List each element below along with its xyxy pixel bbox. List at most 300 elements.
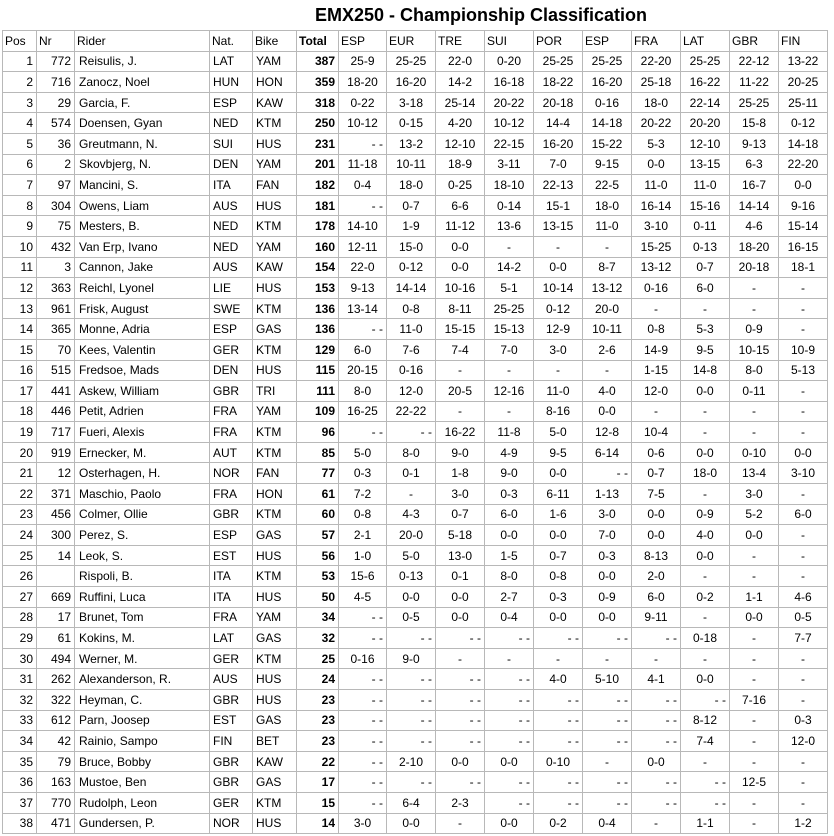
- total-cell: 111: [297, 381, 339, 402]
- pos-cell: 34: [3, 731, 37, 752]
- column-header: TRE: [436, 31, 485, 52]
- race-result-cell: -: [485, 401, 534, 422]
- bike-cell: HUS: [253, 545, 297, 566]
- nr-cell: 456: [37, 504, 75, 525]
- race-result-cell: 0-2: [534, 813, 583, 834]
- total-cell: 57: [297, 525, 339, 546]
- pos-cell: 7: [3, 175, 37, 196]
- table-row: [3, 51, 828, 72]
- race-result-cell: - -: [485, 710, 534, 731]
- race-result-cell: -: [681, 298, 730, 319]
- total-cell: 109: [297, 401, 339, 422]
- pos-cell: 24: [3, 525, 37, 546]
- nr-cell: 2: [37, 154, 75, 175]
- column-header: FIN: [779, 31, 828, 52]
- race-result-cell: -: [779, 401, 828, 422]
- pos-cell: 29: [3, 628, 37, 649]
- race-result-cell: 18-9: [436, 154, 485, 175]
- race-result-cell: 0-4: [485, 607, 534, 628]
- total-cell: 129: [297, 339, 339, 360]
- race-result-cell: - -: [681, 772, 730, 793]
- table-row: [3, 648, 828, 669]
- race-result-cell: 8-0: [339, 381, 387, 402]
- table-row: [3, 72, 828, 93]
- race-result-cell: 22-15: [485, 133, 534, 154]
- race-result-cell: 0-11: [730, 381, 779, 402]
- total-cell: 50: [297, 587, 339, 608]
- bike-cell: HUS: [253, 133, 297, 154]
- total-cell: 22: [297, 751, 339, 772]
- race-result-cell: 0-6: [632, 442, 681, 463]
- race-result-cell: - -: [436, 669, 485, 690]
- race-result-cell: - -: [534, 690, 583, 711]
- nat-cell: FRA: [210, 484, 253, 505]
- total-cell: 32: [297, 628, 339, 649]
- race-result-cell: -: [730, 648, 779, 669]
- race-result-cell: 7-0: [485, 339, 534, 360]
- race-result-cell: 0-0: [681, 669, 730, 690]
- nr-cell: 612: [37, 710, 75, 731]
- table-row: [3, 710, 828, 731]
- bike-cell: HUS: [253, 669, 297, 690]
- nat-cell: ITA: [210, 175, 253, 196]
- rider-cell: Van Erp, Ivano: [75, 236, 210, 257]
- race-result-cell: 7-7: [779, 628, 828, 649]
- race-result-cell: 0-4: [583, 813, 632, 834]
- race-result-cell: 0-3: [485, 484, 534, 505]
- race-result-cell: 0-0: [779, 442, 828, 463]
- race-result-cell: -: [730, 792, 779, 813]
- nr-cell: 262: [37, 669, 75, 690]
- pos-cell: 19: [3, 422, 37, 443]
- race-result-cell: 14-2: [485, 257, 534, 278]
- nat-cell: ITA: [210, 587, 253, 608]
- rider-cell: Leok, S.: [75, 545, 210, 566]
- pos-cell: 13: [3, 298, 37, 319]
- race-result-cell: 14-18: [779, 133, 828, 154]
- table-row: [3, 401, 828, 422]
- bike-cell: HUS: [253, 587, 297, 608]
- race-result-cell: -: [387, 484, 436, 505]
- bike-cell: KTM: [253, 216, 297, 237]
- rider-cell: Perez, S.: [75, 525, 210, 546]
- pos-cell: 17: [3, 381, 37, 402]
- pos-cell: 30: [3, 648, 37, 669]
- race-result-cell: -: [779, 690, 828, 711]
- nat-cell: NED: [210, 113, 253, 134]
- table-row: [3, 607, 828, 628]
- nr-cell: 574: [37, 113, 75, 134]
- race-result-cell: 9-13: [339, 278, 387, 299]
- bike-cell: KAW: [253, 257, 297, 278]
- race-result-cell: 9-13: [730, 133, 779, 154]
- nat-cell: NOR: [210, 813, 253, 834]
- bike-cell: HUS: [253, 360, 297, 381]
- rider-cell: Reisulis, J.: [75, 51, 210, 72]
- race-result-cell: 0-1: [387, 463, 436, 484]
- rider-cell: Bruce, Bobby: [75, 751, 210, 772]
- bike-cell: HUS: [253, 278, 297, 299]
- race-result-cell: 20-5: [436, 381, 485, 402]
- rider-cell: Zanocz, Noel: [75, 72, 210, 93]
- rider-cell: Ruffini, Luca: [75, 587, 210, 608]
- nr-cell: 371: [37, 484, 75, 505]
- race-result-cell: 3-0: [730, 484, 779, 505]
- race-result-cell: - -: [339, 319, 387, 340]
- race-result-cell: -: [779, 545, 828, 566]
- race-result-cell: 16-20: [387, 72, 436, 93]
- rider-cell: Ernecker, M.: [75, 442, 210, 463]
- bike-cell: KAW: [253, 751, 297, 772]
- race-result-cell: 10-12: [339, 113, 387, 134]
- bike-cell: YAM: [253, 401, 297, 422]
- race-result-cell: 0-0: [632, 751, 681, 772]
- race-result-cell: -: [730, 278, 779, 299]
- race-result-cell: 4-6: [730, 216, 779, 237]
- race-result-cell: - -: [485, 772, 534, 793]
- race-result-cell: 6-0: [485, 504, 534, 525]
- race-result-cell: 0-7: [436, 504, 485, 525]
- rider-cell: Mancini, S.: [75, 175, 210, 196]
- race-result-cell: 20-22: [632, 113, 681, 134]
- race-result-cell: 1-2: [779, 813, 828, 834]
- race-result-cell: 18-10: [485, 175, 534, 196]
- total-cell: 153: [297, 278, 339, 299]
- race-result-cell: 22-14: [681, 92, 730, 113]
- race-result-cell: -: [730, 422, 779, 443]
- race-result-cell: 3-0: [436, 484, 485, 505]
- column-header: POR: [534, 31, 583, 52]
- bike-cell: FAN: [253, 463, 297, 484]
- pos-cell: 23: [3, 504, 37, 525]
- race-result-cell: 15-14: [779, 216, 828, 237]
- nat-cell: ITA: [210, 566, 253, 587]
- race-result-cell: - -: [387, 710, 436, 731]
- race-result-cell: 11-22: [730, 72, 779, 93]
- nr-cell: 79: [37, 751, 75, 772]
- race-result-cell: 25-25: [534, 51, 583, 72]
- nr-cell: 919: [37, 442, 75, 463]
- total-cell: 23: [297, 690, 339, 711]
- total-cell: 53: [297, 566, 339, 587]
- table-row: [3, 278, 828, 299]
- total-cell: 15: [297, 792, 339, 813]
- race-result-cell: 20-0: [387, 525, 436, 546]
- nat-cell: NED: [210, 216, 253, 237]
- race-result-cell: 6-14: [583, 442, 632, 463]
- nat-cell: FRA: [210, 422, 253, 443]
- bike-cell: FAN: [253, 175, 297, 196]
- rider-cell: Kees, Valentin: [75, 339, 210, 360]
- race-result-cell: 7-0: [583, 525, 632, 546]
- table-row: [3, 92, 828, 113]
- table-row: [3, 319, 828, 340]
- page-title: [0, 4, 834, 26]
- nr-cell: 322: [37, 690, 75, 711]
- nat-cell: DEN: [210, 360, 253, 381]
- total-cell: 85: [297, 442, 339, 463]
- race-result-cell: 16-22: [436, 422, 485, 443]
- title-text: EMX250 - Championship Classification: [314, 5, 648, 25]
- total-cell: 231: [297, 133, 339, 154]
- nr-cell: 70: [37, 339, 75, 360]
- column-header: FRA: [632, 31, 681, 52]
- race-result-cell: 0-11: [681, 216, 730, 237]
- race-result-cell: -: [730, 813, 779, 834]
- race-result-cell: 20-18: [730, 257, 779, 278]
- race-result-cell: 8-12: [681, 710, 730, 731]
- race-result-cell: 0-0: [681, 381, 730, 402]
- rider-cell: Maschio, Paolo: [75, 484, 210, 505]
- race-result-cell: 0-22: [339, 92, 387, 113]
- race-result-cell: 20-18: [534, 92, 583, 113]
- rider-cell: Brunet, Tom: [75, 607, 210, 628]
- nr-cell: 770: [37, 792, 75, 813]
- race-result-cell: 0-12: [779, 113, 828, 134]
- race-result-cell: 0-16: [387, 360, 436, 381]
- pos-cell: 12: [3, 278, 37, 299]
- race-result-cell: -: [730, 401, 779, 422]
- race-result-cell: - -: [632, 710, 681, 731]
- race-result-cell: 1-1: [730, 587, 779, 608]
- race-result-cell: 0-3: [583, 545, 632, 566]
- race-result-cell: 14-18: [583, 113, 632, 134]
- race-result-cell: 0-12: [534, 298, 583, 319]
- race-result-cell: 10-16: [436, 278, 485, 299]
- race-result-cell: -: [632, 648, 681, 669]
- bike-cell: GAS: [253, 319, 297, 340]
- race-result-cell: -: [534, 648, 583, 669]
- race-result-cell: 9-0: [436, 442, 485, 463]
- race-result-cell: 8-16: [534, 401, 583, 422]
- race-result-cell: 14-14: [730, 195, 779, 216]
- race-result-cell: 5-3: [681, 319, 730, 340]
- race-result-cell: 13-12: [583, 278, 632, 299]
- race-result-cell: - -: [485, 731, 534, 752]
- race-result-cell: -: [583, 648, 632, 669]
- bike-cell: GAS: [253, 772, 297, 793]
- race-result-cell: 4-6: [779, 587, 828, 608]
- race-result-cell: -: [534, 236, 583, 257]
- rider-cell: Skovbjerg, N.: [75, 154, 210, 175]
- table-row: [3, 113, 828, 134]
- rider-cell: Petit, Adrien: [75, 401, 210, 422]
- race-result-cell: 15-22: [583, 133, 632, 154]
- race-result-cell: 15-8: [730, 113, 779, 134]
- race-result-cell: 18-22: [534, 72, 583, 93]
- total-cell: 178: [297, 216, 339, 237]
- race-result-cell: -: [681, 422, 730, 443]
- nat-cell: LAT: [210, 51, 253, 72]
- race-result-cell: -: [730, 731, 779, 752]
- race-result-cell: 25-18: [632, 72, 681, 93]
- race-result-cell: 0-0: [583, 566, 632, 587]
- race-result-cell: 22-20: [779, 154, 828, 175]
- race-result-cell: 6-3: [730, 154, 779, 175]
- race-result-cell: 0-0: [632, 525, 681, 546]
- nr-cell: 716: [37, 72, 75, 93]
- race-result-cell: -: [730, 566, 779, 587]
- race-result-cell: 1-0: [339, 545, 387, 566]
- pos-cell: 3: [3, 92, 37, 113]
- rider-cell: Reichl, Lyonel: [75, 278, 210, 299]
- race-result-cell: 20-20: [681, 113, 730, 134]
- bike-cell: KTM: [253, 113, 297, 134]
- race-result-cell: 7-5: [632, 484, 681, 505]
- nat-cell: FIN: [210, 731, 253, 752]
- race-result-cell: 13-22: [779, 51, 828, 72]
- race-result-cell: 0-7: [387, 195, 436, 216]
- total-cell: 77: [297, 463, 339, 484]
- total-cell: 60: [297, 504, 339, 525]
- race-result-cell: 0-12: [387, 257, 436, 278]
- rider-cell: Mesters, B.: [75, 216, 210, 237]
- race-result-cell: 16-20: [583, 72, 632, 93]
- table-row: [3, 216, 828, 237]
- race-result-cell: 11-0: [632, 175, 681, 196]
- nat-cell: GER: [210, 339, 253, 360]
- race-result-cell: - -: [632, 690, 681, 711]
- rider-cell: Garcia, F.: [75, 92, 210, 113]
- race-result-cell: 4-9: [485, 442, 534, 463]
- race-result-cell: 7-0: [534, 154, 583, 175]
- race-result-cell: 0-0: [485, 813, 534, 834]
- race-result-cell: 0-8: [534, 566, 583, 587]
- race-result-cell: 0-18: [681, 628, 730, 649]
- race-result-cell: 0-9: [730, 319, 779, 340]
- pos-cell: 22: [3, 484, 37, 505]
- race-result-cell: - -: [387, 669, 436, 690]
- nat-cell: DEN: [210, 154, 253, 175]
- race-result-cell: 2-10: [387, 751, 436, 772]
- race-result-cell: 15-15: [436, 319, 485, 340]
- race-result-cell: -: [681, 607, 730, 628]
- race-result-cell: - -: [583, 628, 632, 649]
- race-result-cell: 14-4: [534, 113, 583, 134]
- bike-cell: GAS: [253, 525, 297, 546]
- race-result-cell: 12-11: [339, 236, 387, 257]
- race-result-cell: 11-12: [436, 216, 485, 237]
- column-header: Rider: [75, 31, 210, 52]
- race-result-cell: 0-10: [534, 751, 583, 772]
- race-result-cell: -: [583, 360, 632, 381]
- nat-cell: AUS: [210, 669, 253, 690]
- race-result-cell: 0-8: [632, 319, 681, 340]
- bike-cell: KTM: [253, 422, 297, 443]
- race-result-cell: 18-0: [583, 195, 632, 216]
- total-cell: 25: [297, 648, 339, 669]
- race-result-cell: -: [583, 751, 632, 772]
- race-result-cell: 1-8: [436, 463, 485, 484]
- rider-cell: Alexanderson, R.: [75, 669, 210, 690]
- nat-cell: EST: [210, 545, 253, 566]
- pos-cell: 36: [3, 772, 37, 793]
- race-result-cell: 15-0: [387, 236, 436, 257]
- race-result-cell: 22-13: [534, 175, 583, 196]
- race-result-cell: - -: [583, 772, 632, 793]
- race-result-cell: - -: [436, 628, 485, 649]
- pos-cell: 27: [3, 587, 37, 608]
- total-cell: 56: [297, 545, 339, 566]
- race-result-cell: 0-16: [632, 278, 681, 299]
- race-result-cell: 2-3: [436, 792, 485, 813]
- race-result-cell: - -: [583, 792, 632, 813]
- race-result-cell: 6-11: [534, 484, 583, 505]
- race-result-cell: - -: [387, 422, 436, 443]
- race-result-cell: -: [632, 401, 681, 422]
- race-result-cell: 12-5: [730, 772, 779, 793]
- nat-cell: NOR: [210, 463, 253, 484]
- race-result-cell: 15-13: [485, 319, 534, 340]
- race-result-cell: 14-9: [632, 339, 681, 360]
- table-row: [3, 442, 828, 463]
- nat-cell: GBR: [210, 772, 253, 793]
- bike-cell: YAM: [253, 607, 297, 628]
- nat-cell: SUI: [210, 133, 253, 154]
- nat-cell: LAT: [210, 628, 253, 649]
- race-result-cell: 11-0: [534, 381, 583, 402]
- race-result-cell: 14-10: [339, 216, 387, 237]
- rider-cell: Cannon, Jake: [75, 257, 210, 278]
- race-result-cell: 11-0: [583, 216, 632, 237]
- race-result-cell: -: [730, 545, 779, 566]
- total-cell: 115: [297, 360, 339, 381]
- rider-cell: Werner, M.: [75, 648, 210, 669]
- race-result-cell: 4-0: [534, 669, 583, 690]
- total-cell: 387: [297, 51, 339, 72]
- race-result-cell: 20-22: [485, 92, 534, 113]
- race-result-cell: 16-20: [534, 133, 583, 154]
- nr-cell: 12: [37, 463, 75, 484]
- race-result-cell: 11-0: [681, 175, 730, 196]
- race-result-cell: -: [779, 319, 828, 340]
- nat-cell: LIE: [210, 278, 253, 299]
- race-result-cell: 25-11: [779, 92, 828, 113]
- race-result-cell: -: [779, 525, 828, 546]
- nr-cell: 669: [37, 587, 75, 608]
- pos-cell: 6: [3, 154, 37, 175]
- race-result-cell: - -: [485, 792, 534, 813]
- race-result-cell: - -: [387, 731, 436, 752]
- total-cell: 182: [297, 175, 339, 196]
- nr-cell: 432: [37, 236, 75, 257]
- race-result-cell: -: [436, 813, 485, 834]
- race-result-cell: - -: [534, 772, 583, 793]
- race-result-cell: -: [485, 236, 534, 257]
- race-result-cell: 0-5: [387, 607, 436, 628]
- total-cell: 136: [297, 298, 339, 319]
- pos-cell: 31: [3, 669, 37, 690]
- race-result-cell: 9-11: [632, 607, 681, 628]
- race-result-cell: -: [730, 628, 779, 649]
- race-result-cell: 0-0: [681, 545, 730, 566]
- nat-cell: ESP: [210, 525, 253, 546]
- pos-cell: 26: [3, 566, 37, 587]
- nr-cell: 441: [37, 381, 75, 402]
- pos-cell: 11: [3, 257, 37, 278]
- race-result-cell: - -: [534, 731, 583, 752]
- nr-cell: 961: [37, 298, 75, 319]
- race-result-cell: 3-18: [387, 92, 436, 113]
- total-cell: 154: [297, 257, 339, 278]
- nr-cell: 300: [37, 525, 75, 546]
- race-result-cell: -: [534, 360, 583, 381]
- nr-cell: 17: [37, 607, 75, 628]
- race-result-cell: 5-10: [583, 669, 632, 690]
- race-result-cell: 18-1: [779, 257, 828, 278]
- race-result-cell: - -: [339, 690, 387, 711]
- race-result-cell: 3-0: [534, 339, 583, 360]
